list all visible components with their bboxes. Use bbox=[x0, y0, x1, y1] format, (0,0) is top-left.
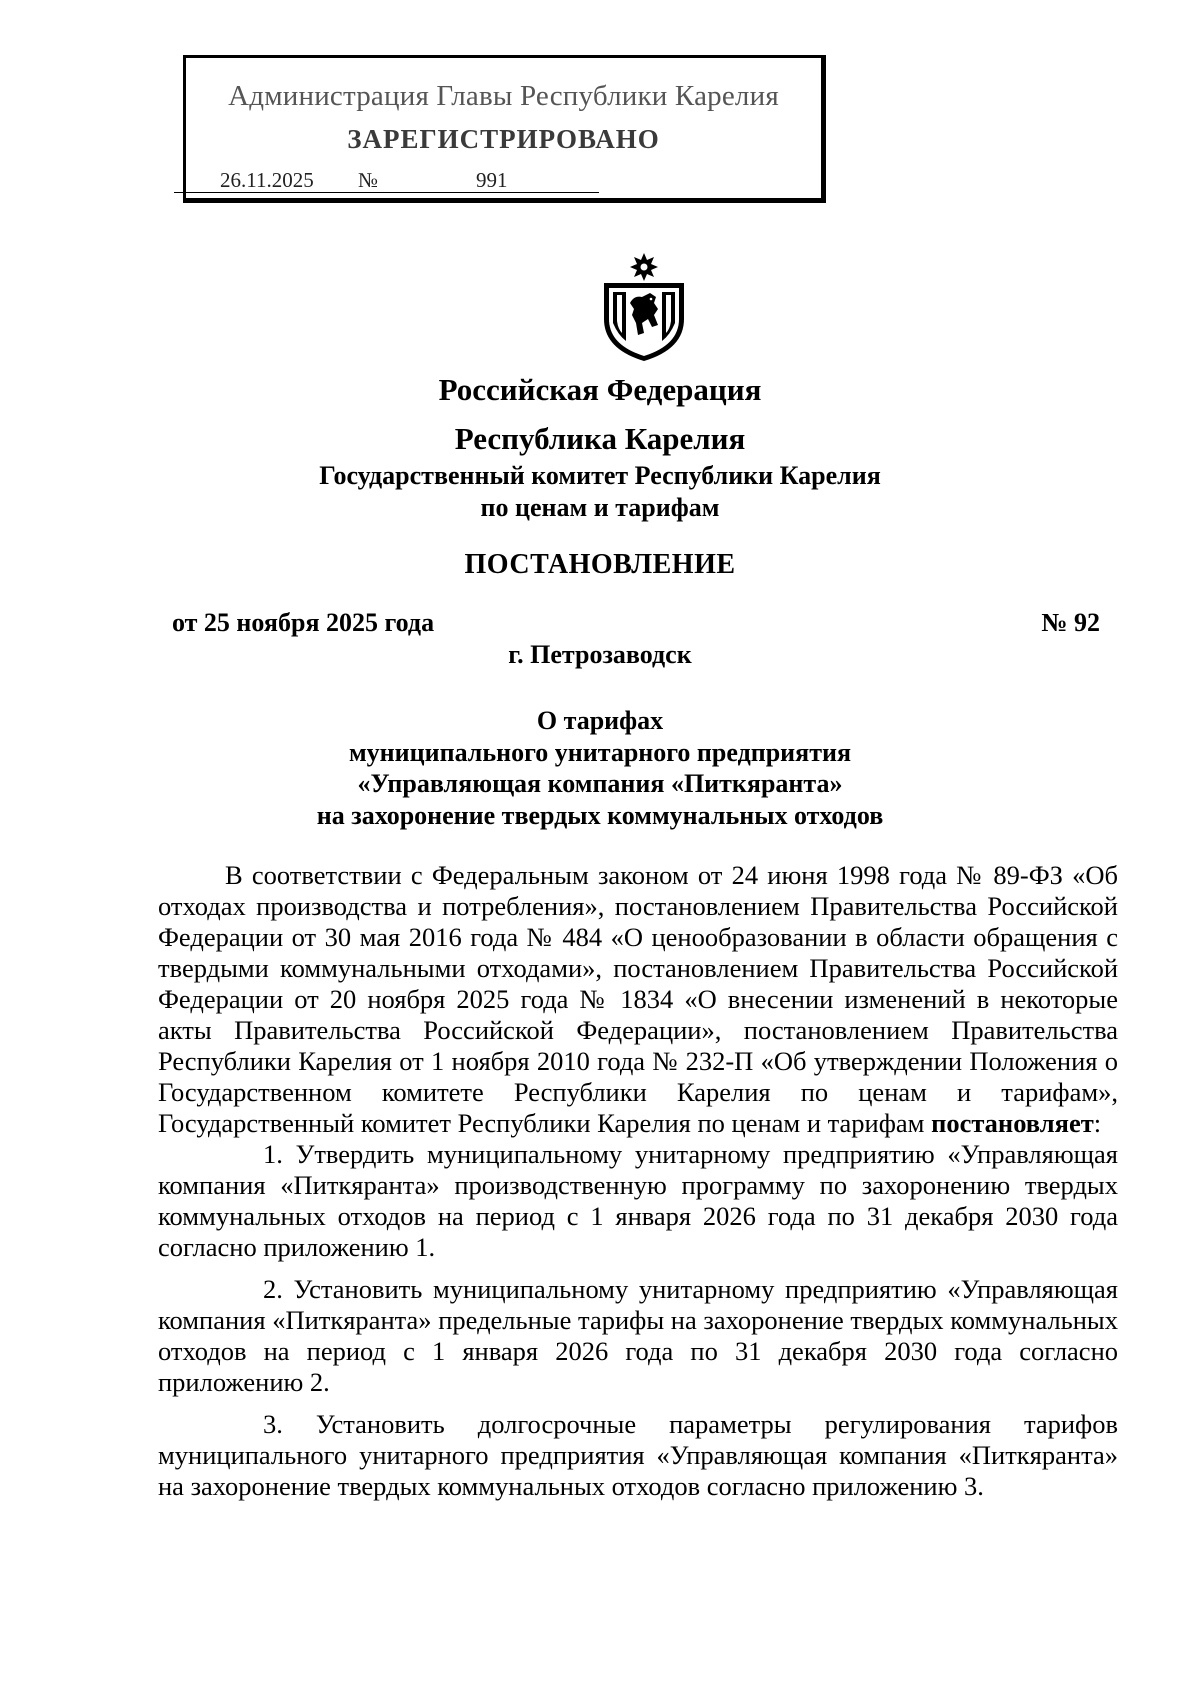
document-body bbox=[158, 860, 1118, 1502]
header-republic: Республика Карелия bbox=[454, 421, 746, 456]
stamp-date: 26.11.2025 bbox=[220, 168, 314, 192]
document-date: от 25 ноября 2025 года bbox=[172, 608, 435, 637]
registration-stamp bbox=[183, 55, 826, 203]
title-line-2: муниципального унитарного предприятия bbox=[348, 737, 852, 767]
document-city: г. Петрозаводск bbox=[508, 640, 692, 669]
resolution-item-3: 3. Установить долгосрочные параметры регулирования тарифов муниципального унитарного предприятия «Управляющая компания «Питкяранта» на захоронение твердых коммунальных отходов согласно приложению 3. bbox=[158, 1409, 1118, 1501]
resolves-word: постановляет bbox=[931, 1108, 1094, 1138]
document-type: ПОСТАНОВЛЕНИЕ bbox=[464, 549, 736, 580]
stamp-underline bbox=[174, 192, 599, 193]
title-line-1: О тарифах bbox=[536, 706, 664, 735]
title-line-3: «Управляющая компания «Питкяранта» bbox=[357, 769, 843, 798]
stamp-authority: Администрация Главы Республики Карелия bbox=[228, 80, 779, 112]
stamp-number: 991 bbox=[476, 168, 508, 192]
preamble-colon: : bbox=[1093, 1108, 1102, 1138]
karelia-coat-of-arms-icon bbox=[598, 253, 690, 363]
stamp-number-label: № bbox=[358, 168, 379, 192]
resolution-item-2: 2. Установить муниципальному унитарному предприятию «Управляющая компания «Питкяранта» предельные тарифы на захоронение твердых коммунальных отходов на период с 1 января 2026 года по 31 декабря 2030 года согласно приложению 2. bbox=[158, 1274, 1118, 1397]
preamble-text: В соответствии с Федеральным законом от 24 июня 1998 года № 89-ФЗ «Об отходах производства и потребления», постановлением Правительства Российской Федерации от 30 мая 2016 года № 484 «О ценообразовании в области обращения с твердыми коммунальными отходами», постановлением Правительства Российской Федерации от 20 ноября 2025 года № 1834 «О внесении изменений в некоторые акты Правительства Российской Федерации», постановлением Правительства Республики Карелия от 1 ноября 2010 года № 232-П «Об утверждении Положения о Государственном комитете Республики Карелия по ценам и тарифам», Государственный комитет Республики Карелия по ценам и тарифам bbox=[158, 860, 1118, 1138]
header-committee-line2: по ценам и тарифам bbox=[480, 493, 720, 522]
resolution-item-1: 1. Утвердить муниципальному унитарному предприятию «Управляющая компания «Питкяранта» производственную программу по захоронению твердых коммунальных отходов на период с 1 января 2026 года по 31 декабря 2030 года согласно приложению 1. bbox=[158, 1139, 1118, 1262]
stamp-registered-label: ЗАРЕГИСТРИРОВАНО bbox=[347, 124, 660, 154]
preamble-paragraph bbox=[158, 860, 1118, 1139]
document-number: № 92 bbox=[1041, 608, 1100, 637]
header-committee-line1: Государственный комитет Республики Карелия bbox=[319, 461, 881, 490]
header-country: Российская Федерация bbox=[438, 372, 762, 407]
document-title bbox=[0, 705, 1200, 831]
title-line-4: на захоронение твердых коммунальных отходов bbox=[316, 800, 884, 830]
